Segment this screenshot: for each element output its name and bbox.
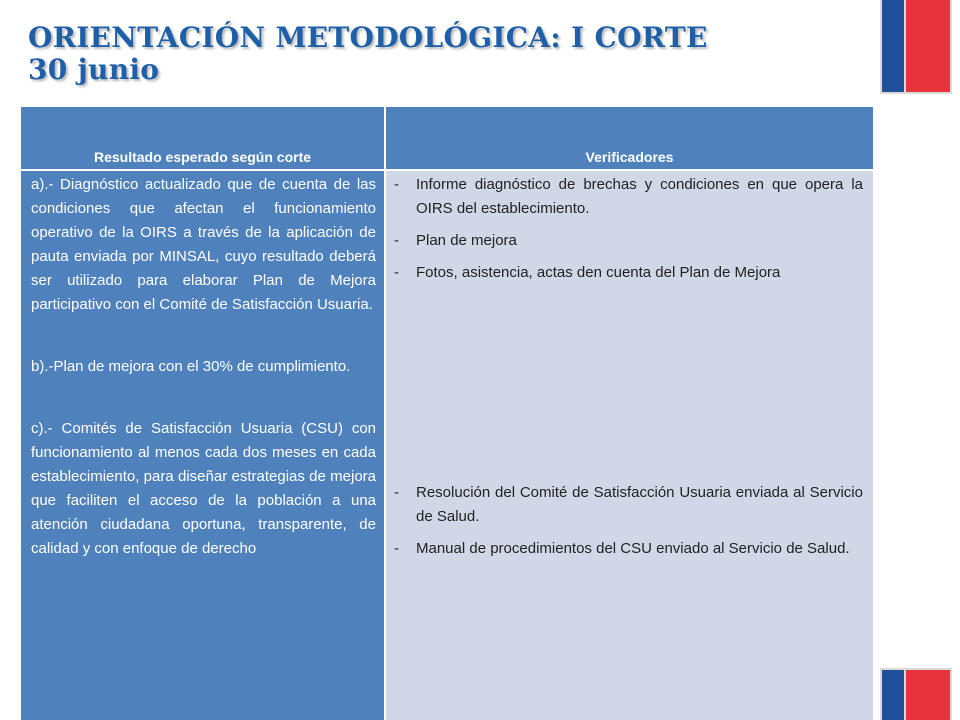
verifier-item bbox=[394, 173, 863, 221]
verifier-text: Manual de procedimientos del CSU enviado al Servicio de Salud. bbox=[416, 540, 850, 557]
chile-flag-top-icon bbox=[882, 0, 950, 92]
result-b: b).-Plan de mejora con el 30% de cumplimiento. bbox=[31, 358, 351, 375]
verifier-item bbox=[394, 537, 863, 561]
expected-results-cell bbox=[21, 171, 386, 720]
dash-bullet: - bbox=[394, 540, 399, 557]
verifier-item bbox=[394, 481, 863, 529]
header-expected-result: Resultado esperado según corte bbox=[21, 107, 386, 171]
verifier-text: Plan de mejora bbox=[416, 232, 517, 249]
verifiers-group-2 bbox=[394, 481, 863, 561]
page-title bbox=[28, 22, 848, 86]
methodology-table bbox=[21, 107, 873, 720]
result-a: a).- Diagnóstico actualizado que de cuenta de las condiciones que afectan el funcionamiento operativo de la OIRS a través de la aplicación de pauta enviada por MINSAL, cuyo resultado deberá ser utilizado para elaborar Plan de Mejora participativo con el Comité de Satisfacción Usuaria. bbox=[31, 176, 376, 313]
header-verifiers: Verificadores bbox=[386, 107, 873, 171]
verifiers-group-1 bbox=[394, 173, 863, 285]
chile-flag-bottom-icon bbox=[882, 670, 950, 720]
title-line-2: 30 junio bbox=[28, 53, 160, 86]
verifier-item bbox=[394, 261, 863, 285]
dash-bullet: - bbox=[394, 176, 399, 193]
verifiers-cell bbox=[386, 171, 873, 720]
verifier-text: Resolución del Comité de Satisfacción Usuaria enviada al Servicio de Salud. bbox=[416, 484, 863, 525]
dash-bullet: - bbox=[394, 232, 399, 249]
dash-bullet: - bbox=[394, 484, 399, 501]
dash-bullet: - bbox=[394, 264, 399, 281]
verifier-text: Informe diagnóstico de brechas y condiciones en que opera la OIRS del establecimiento. bbox=[416, 176, 863, 217]
verifier-text: Fotos, asistencia, actas den cuenta del Plan de Mejora bbox=[416, 264, 781, 281]
title-line-1: ORIENTACIÓN METODOLÓGICA: I CORTE bbox=[28, 21, 708, 54]
verifier-item bbox=[394, 229, 863, 253]
result-c: c).- Comités de Satisfacción Usuaria (CSU) con funcionamiento al menos cada dos meses en cada establecimiento, para diseñar estrategias de mejora que faciliten el acceso de la población a una atención ciudadana oportuna, transparente, de calidad y con enfoque de derecho bbox=[31, 420, 376, 557]
